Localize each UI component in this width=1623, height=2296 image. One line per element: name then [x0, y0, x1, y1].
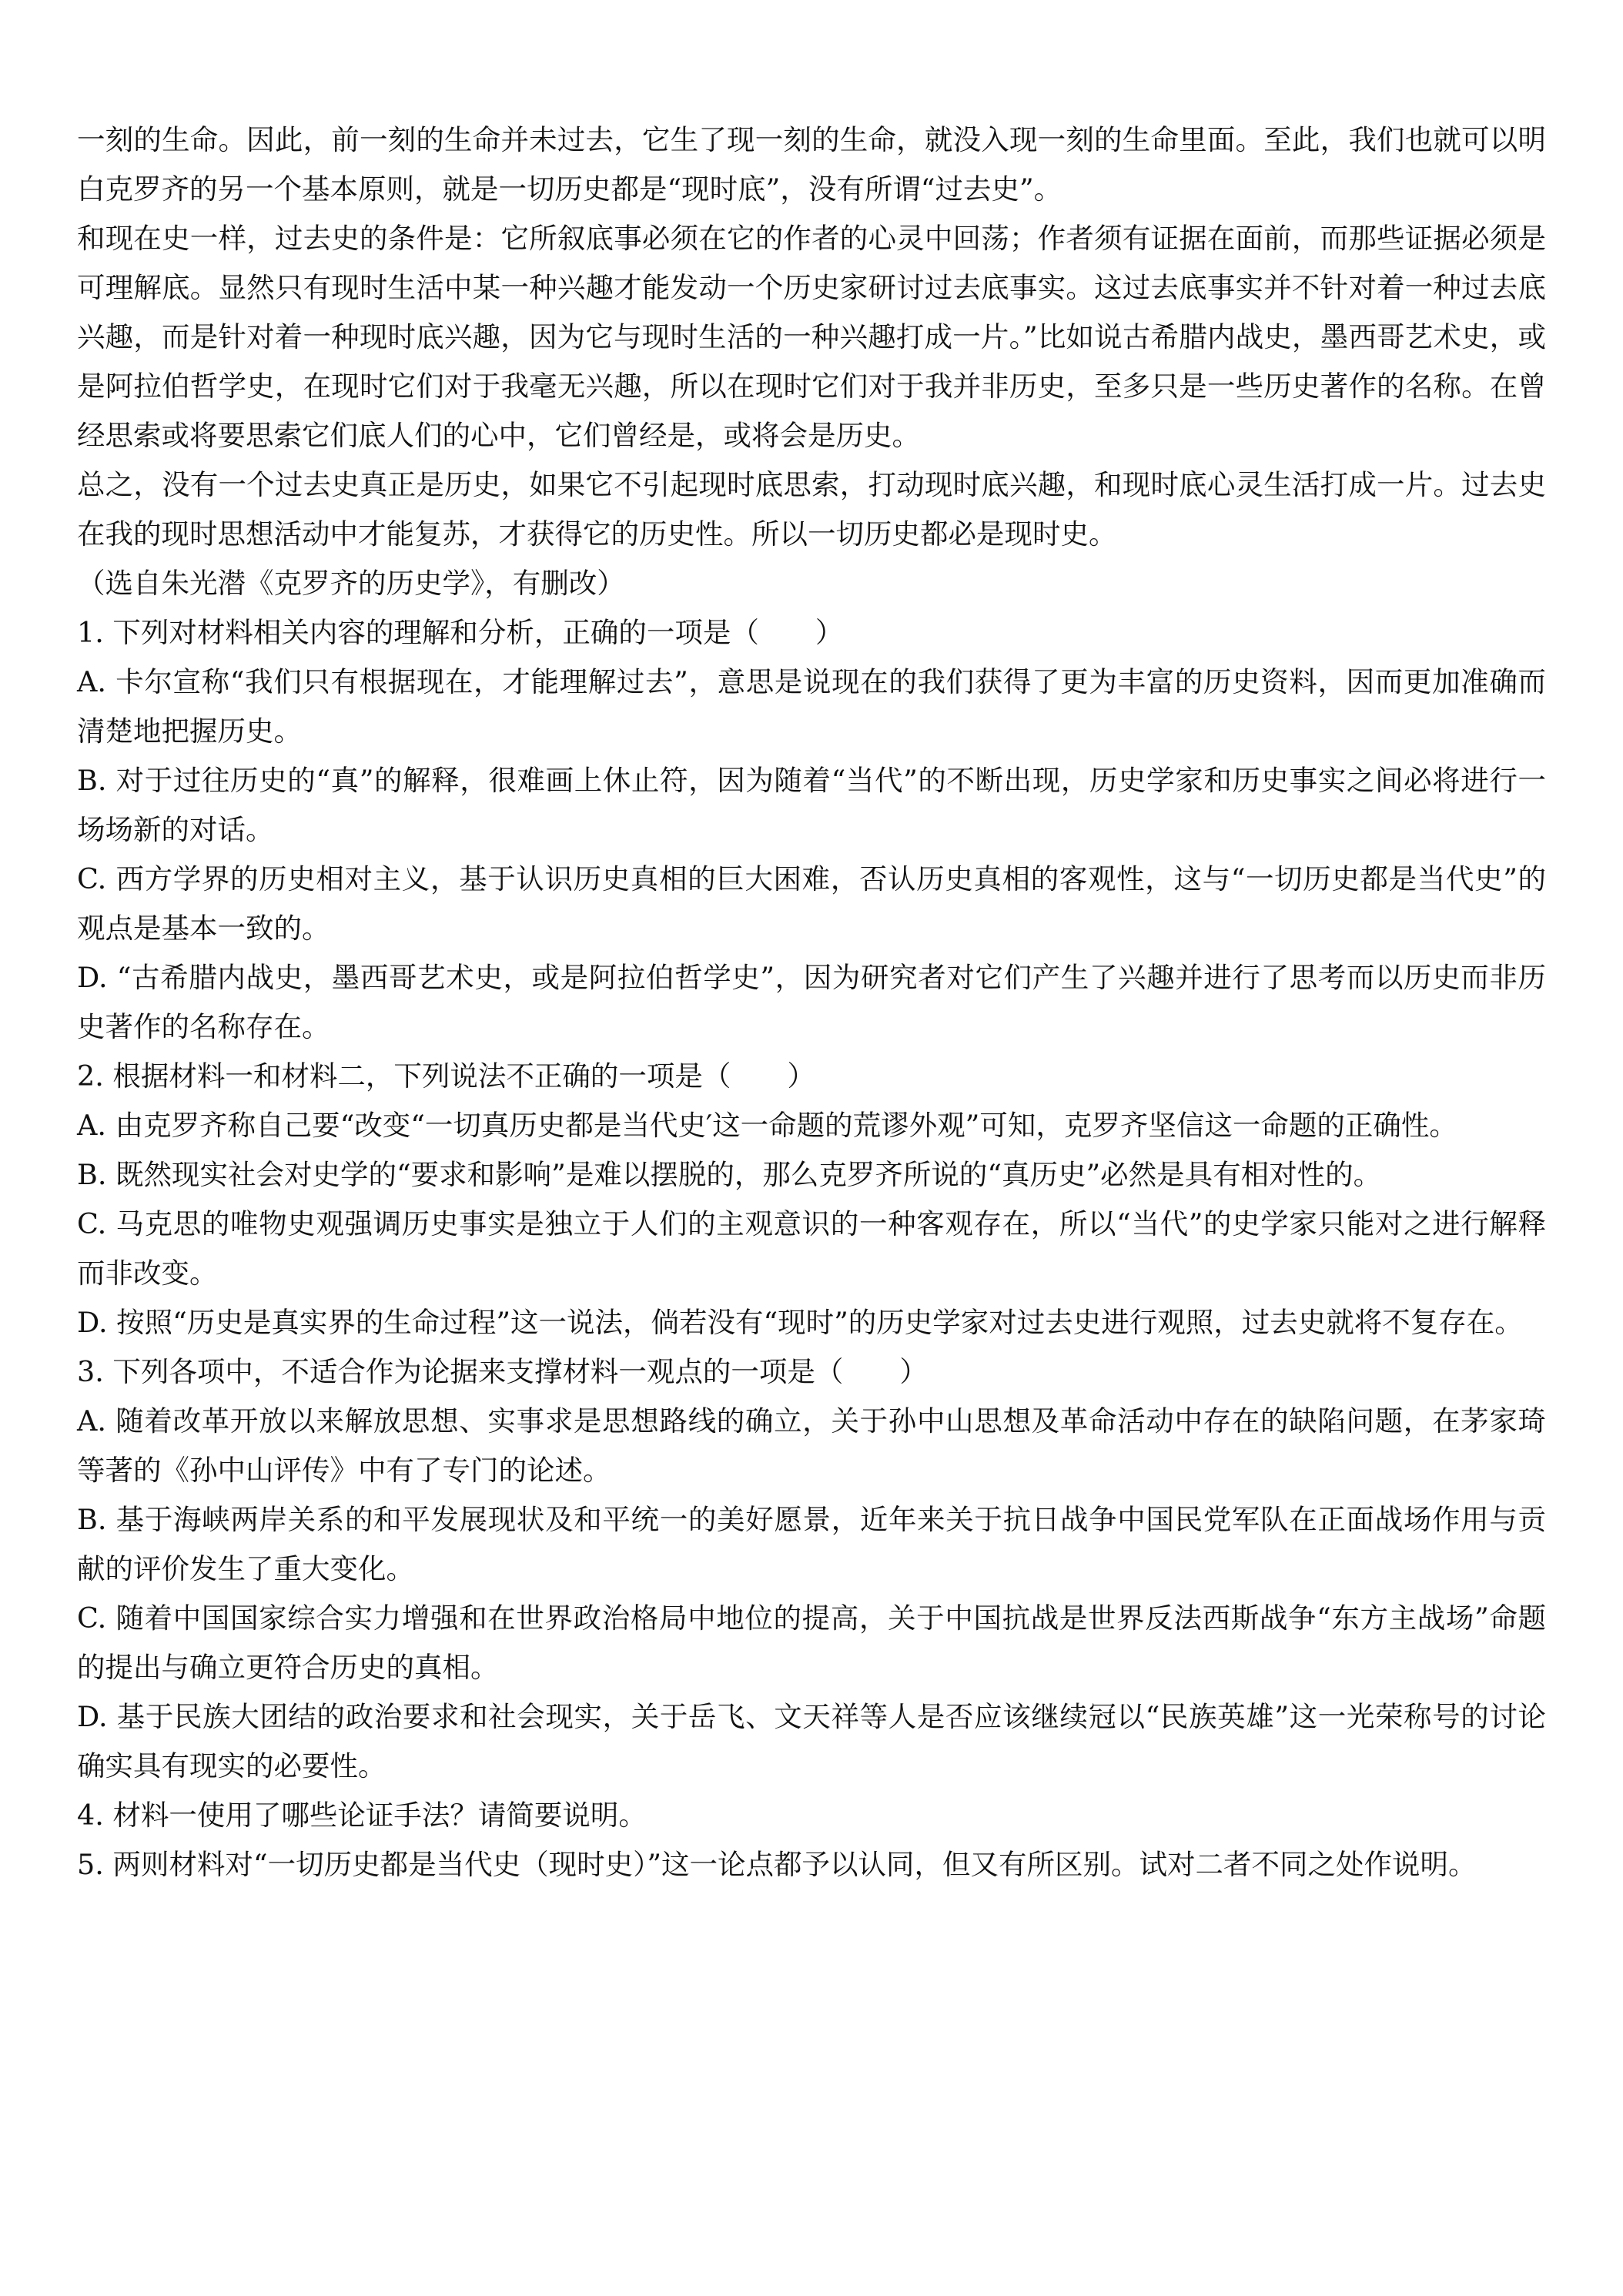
option-a: A. 卡尔宣称“我们只有根据现在，才能理解过去”，意思是说现在的我们获得了更为丰富的历史资料，因而更加准确而清楚地把握历史。: [77, 665, 1546, 748]
option-c: C. 西方学界的历史相对主义，基于认识历史真相的巨大困难，否认历史真相的客观性，这与“一切历史都是当代史”的观点是基本一致的。: [77, 862, 1546, 945]
option-d: D. “古希腊内战史，墨西哥艺术史，或是阿拉伯哲学史”，因为研究者对它们产生了兴趣并进行了思考而以历史而非历史著作的名称存在。: [77, 961, 1546, 1043]
passage-paragraph: 一刻的生命。因此，前一刻的生命并未过去，它生了现一刻的生命，就没入现一刻的生命里面。至此，我们也就可以明白克罗齐的另一个基本原则，就是一切历史都是“现时底”，没有所谓“过去史”。: [77, 123, 1546, 206]
question-3: [77, 1347, 1546, 1791]
question-stem: 3. 下列各项中，不适合作为论据来支撑材料一观点的一项是（ ）: [77, 1355, 928, 1388]
option-c: C. 马克思的唯物史观强调历史事实是独立于人们的主观意识的一种客观存在，所以“当代”的史学家只能对之进行解释而非改变。: [77, 1207, 1546, 1290]
option-b: B. 既然现实社会对史学的“要求和影响”是难以摆脱的，那么克罗齐所说的“真历史”必然是具有相对性的。: [77, 1158, 1382, 1191]
question-1: [77, 608, 1546, 1052]
question-2: [77, 1052, 1546, 1347]
option-a: A. 由克罗齐称自己要“改变“一切真历史都是当代史′这一命题的荒谬外观”可知，克罗齐坚信这一命题的正确性。: [77, 1109, 1457, 1142]
question-stem: 2. 根据材料一和材料二，下列说法不正确的一项是（ ）: [77, 1059, 815, 1093]
question-5: 5. 两则材料对“一切历史都是当代史（现时史）”这一论点都予以认同，但又有所区别。试对二者不同之处作说明。: [77, 1848, 1477, 1881]
option-d: D. 基于民族大团结的政治要求和社会现实，关于岳飞、文天祥等人是否应该继续冠以“民族英雄”这一光荣称号的讨论确实具有现实的必要性。: [77, 1700, 1546, 1782]
passage-paragraph: 总之，没有一个过去史真正是历史，如果它不引起现时底思索，打动现时底兴趣，和现时底心灵生活打成一片。过去史在我的现时思想活动中才能复苏，才获得它的历史性。所以一切历史都必是现时史。: [77, 468, 1546, 551]
passage-paragraph: 和现在史一样，过去史的条件是：它所叙底事必须在它的作者的心灵中回荡；作者须有证据在面前，而那些证据必须是可理解底。显然只有现时生活中某一种兴趣才能发动一个历史家研讨过去底事实。这过去底事实并不针对着一种过去底兴趣，而是针对着一种现时底兴趣，因为它与现时生活的一种兴趣打成一片。”比如说古希腊内战史，墨西哥艺术史，或是阿拉伯哲学史，在现时它们对于我毫无兴趣，所以在现时它们对于我并非历史，至多只是一些历史著作的名称。在曾经思索或将要思索它们底人们的心中，它们曾经是，或将会是历史。: [77, 222, 1546, 452]
option-b: B. 对于过往历史的“真”的解释，很难画上休止符，因为随着“当代”的不断出现，历史学家和历史事实之间必将进行一场场新的对话。: [77, 764, 1546, 846]
option-b: B. 基于海峡两岸关系的和平发展现状及和平统一的美好愿景，近年来关于抗日战争中国民党军队在正面战场作用与贡献的评价发生了重大变化。: [77, 1503, 1546, 1585]
option-d: D. 按照“历史是真实界的生命过程”这一说法，倘若没有“现时”的历史学家对过去史进行观照，过去史就将不复存在。: [77, 1306, 1523, 1339]
option-a: A. 随着改革开放以来解放思想、实事求是思想路线的确立，关于孙中山思想及革命活动中存在的缺陷问题，在茅家琦等著的《孙中山评传》中有了专门的论述。: [77, 1404, 1546, 1487]
question-4: 4. 材料一使用了哪些论证手法？请简要说明。: [77, 1799, 647, 1832]
passage-source: （选自朱光潜《克罗齐的历史学》，有删改）: [77, 567, 625, 600]
question-stem: 1. 下列对材料相关内容的理解和分析，正确的一项是（ ）: [77, 616, 844, 649]
option-c: C. 随着中国国家综合实力增强和在世界政治格局中地位的提高，关于中国抗战是世界反法西斯战争“东方主战场”命题的提出与确立更符合历史的真相。: [77, 1602, 1546, 1684]
